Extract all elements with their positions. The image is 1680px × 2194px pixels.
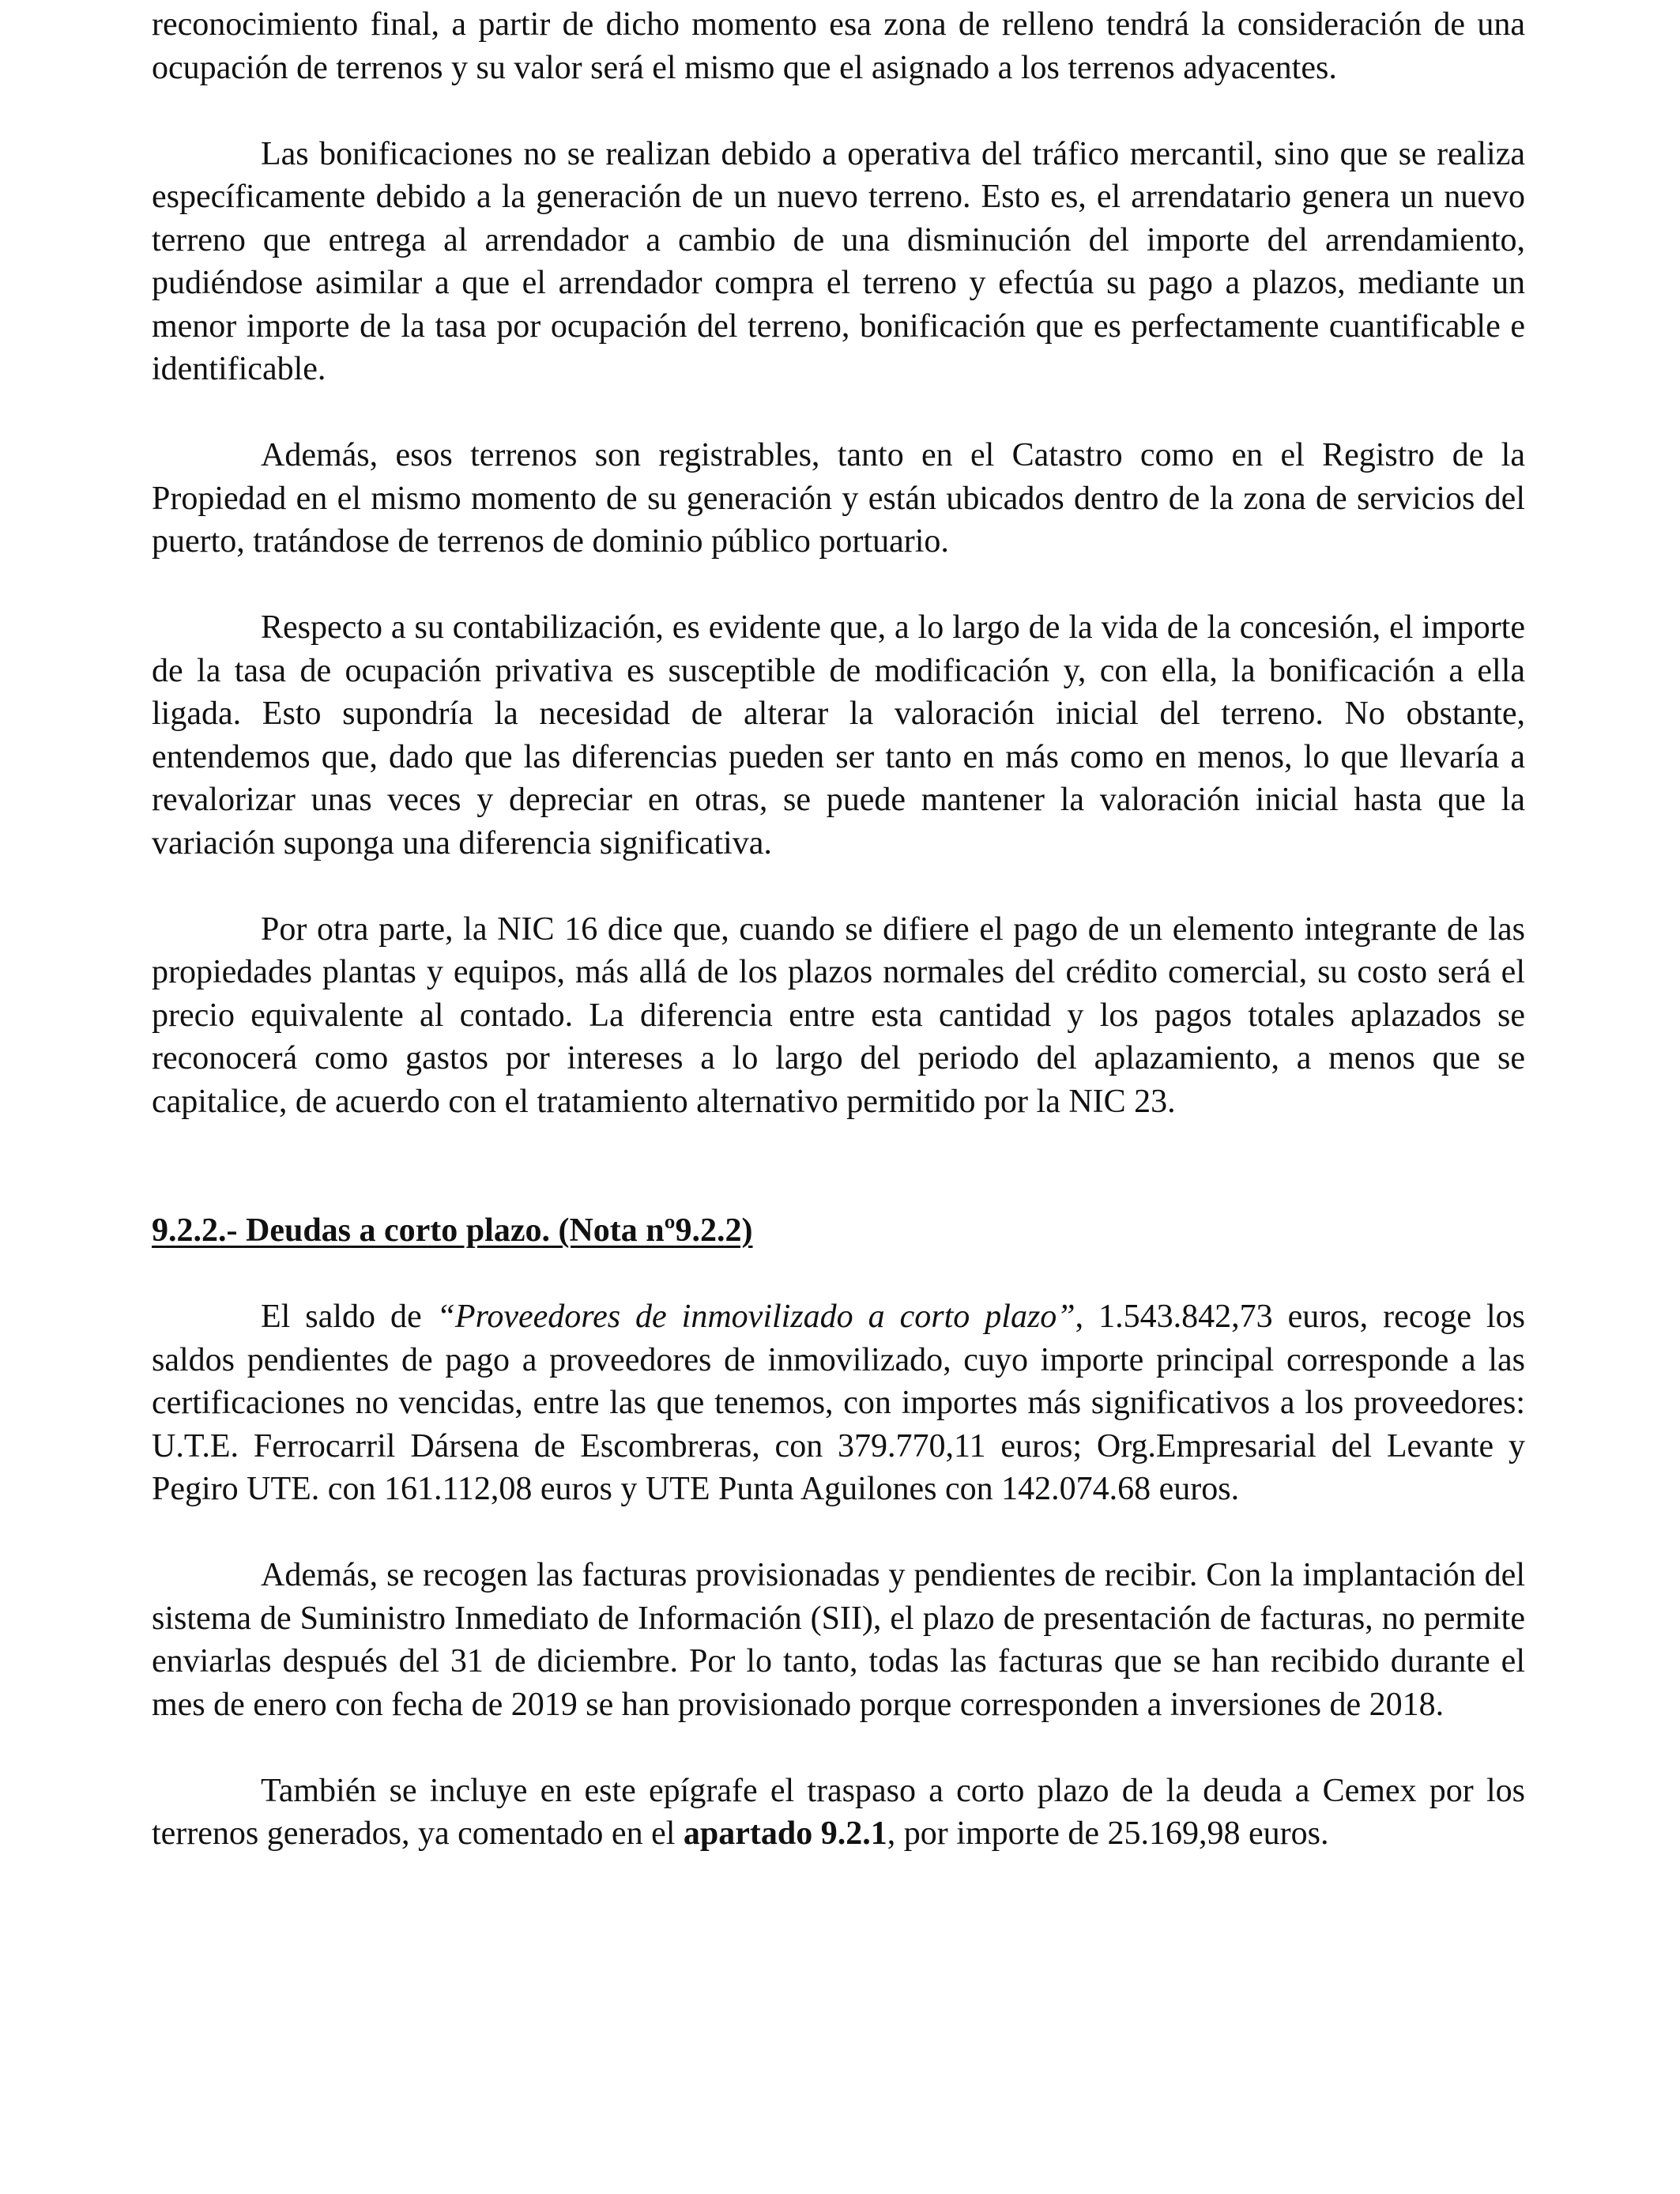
- paragraph-cemex-rest: , por importe de 25.169,98 euros.: [887, 1815, 1329, 1852]
- paragraph-proveedores-lead: El saldo de: [261, 1299, 437, 1335]
- paragraph-nic-16: Por otra parte, la NIC 16 dice que, cuando se difiere el pago de un elemento integrante de las propiedades plantas y equipos, más allá de los plazos normales del crédito comercial, su costo será el precio equivalente al contado. La diferencia entre esta cantidad y los pagos totales aplazados se reconocerá como gastos por intereses a lo largo del periodo del aplazamiento, a menos que se capitalice, de acuerdo con el tratamiento alternativo permitido por la NIC 23.: [152, 910, 1525, 1120]
- paragraph-cemex-lead: También se incluye en este epígrafe el traspaso a corto plazo de la deuda a Cemex por los terrenos generados, ya comentado en el: [152, 1772, 1525, 1852]
- paragraph-facturas: Además, se recogen las facturas provisionadas y pendientes de recibir. Con la implantación del sistema de Suministro Inmediato de Información (SII), el plazo de presentación de facturas, no permite enviarlas después del 31 de diciembre. Por lo tanto, todas las facturas que se han recibido durante el mes de enero con fecha de 2019 se han provisionado porque corresponden a inversiones de 2018.: [152, 1557, 1525, 1723]
- document-page: [152, 3, 1525, 1856]
- paragraph-cemex: [152, 1770, 1525, 1856]
- paragraph-terrenos-registrables: Además, esos terrenos son registrables, tanto en el Catastro como en el Registro de la Propiedad en el mismo momento de su generación y están ubicados dentro de la zona de servicios del puerto, tratándose de terrenos de dominio público portuario.: [152, 437, 1525, 560]
- section-heading: 9.2.2.- Deudas a corto plazo. (Nota nº9.2.2): [152, 1212, 753, 1249]
- paragraph-bonificaciones: Las bonificaciones no se realizan debido a operativa del tráfico mercantil, sino que se realiza específicamente debido a la generación de un nuevo terreno. Esto es, el arrendatario genera un nuevo terreno que entrega al arrendador a cambio de una disminución del importe del arrendamiento, pudiéndose asimilar a que el arrendador compra el terreno y efectúa su pago a plazos, mediante un menor importe de la tasa por ocupación del terreno, bonificación que es perfectamente cuantificable e identificable.: [152, 135, 1525, 387]
- paragraph-proveedores-rest: , 1.543.842,73 euros, recoge los saldos pendientes de pago a proveedores de inmovilizado, cuyo importe principal corresponde a las certificaciones no vencidas, entre las que tenemos, con importes más significativos a los proveedores: U.T.E. Ferrocarril Dársena de Escombreras, con 379.770,11 euros; Org.Empresarial del Levante y Pegiro UTE. con 161.112,08 euros y UTE Punta Aguilones con 142.074.68 euros.: [152, 1299, 1525, 1507]
- paragraph-proveedores: [152, 1295, 1525, 1511]
- paragraph-contabilizacion: Respecto a su contabilización, es evidente que, a lo largo de la vida de la concesión, el importe de la tasa de ocupación privativa es susceptible de modificación y, con ella, la bonificación a ella ligada. Esto supondría la necesidad de alterar la valoración inicial del terreno. No obstante, entendemos que, dado que las diferencias pueden ser tanto en más como en menos, lo que llevaría a revalorizar unas veces y depreciar en otras, se puede mantener la valoración inicial hasta que la variación suponga una diferencia significativa.: [152, 609, 1525, 861]
- paragraph-continuation: reconocimiento final, a partir de dicho momento esa zona de relleno tendrá la consideración de una ocupación de terrenos y su valor será el mismo que el asignado a los terrenos adyacentes.: [152, 6, 1525, 86]
- paragraph-proveedores-italic: “Proveedores de inmovilizado a corto plazo”: [436, 1299, 1075, 1335]
- paragraph-cemex-bold: apartado 9.2.1: [683, 1815, 887, 1852]
